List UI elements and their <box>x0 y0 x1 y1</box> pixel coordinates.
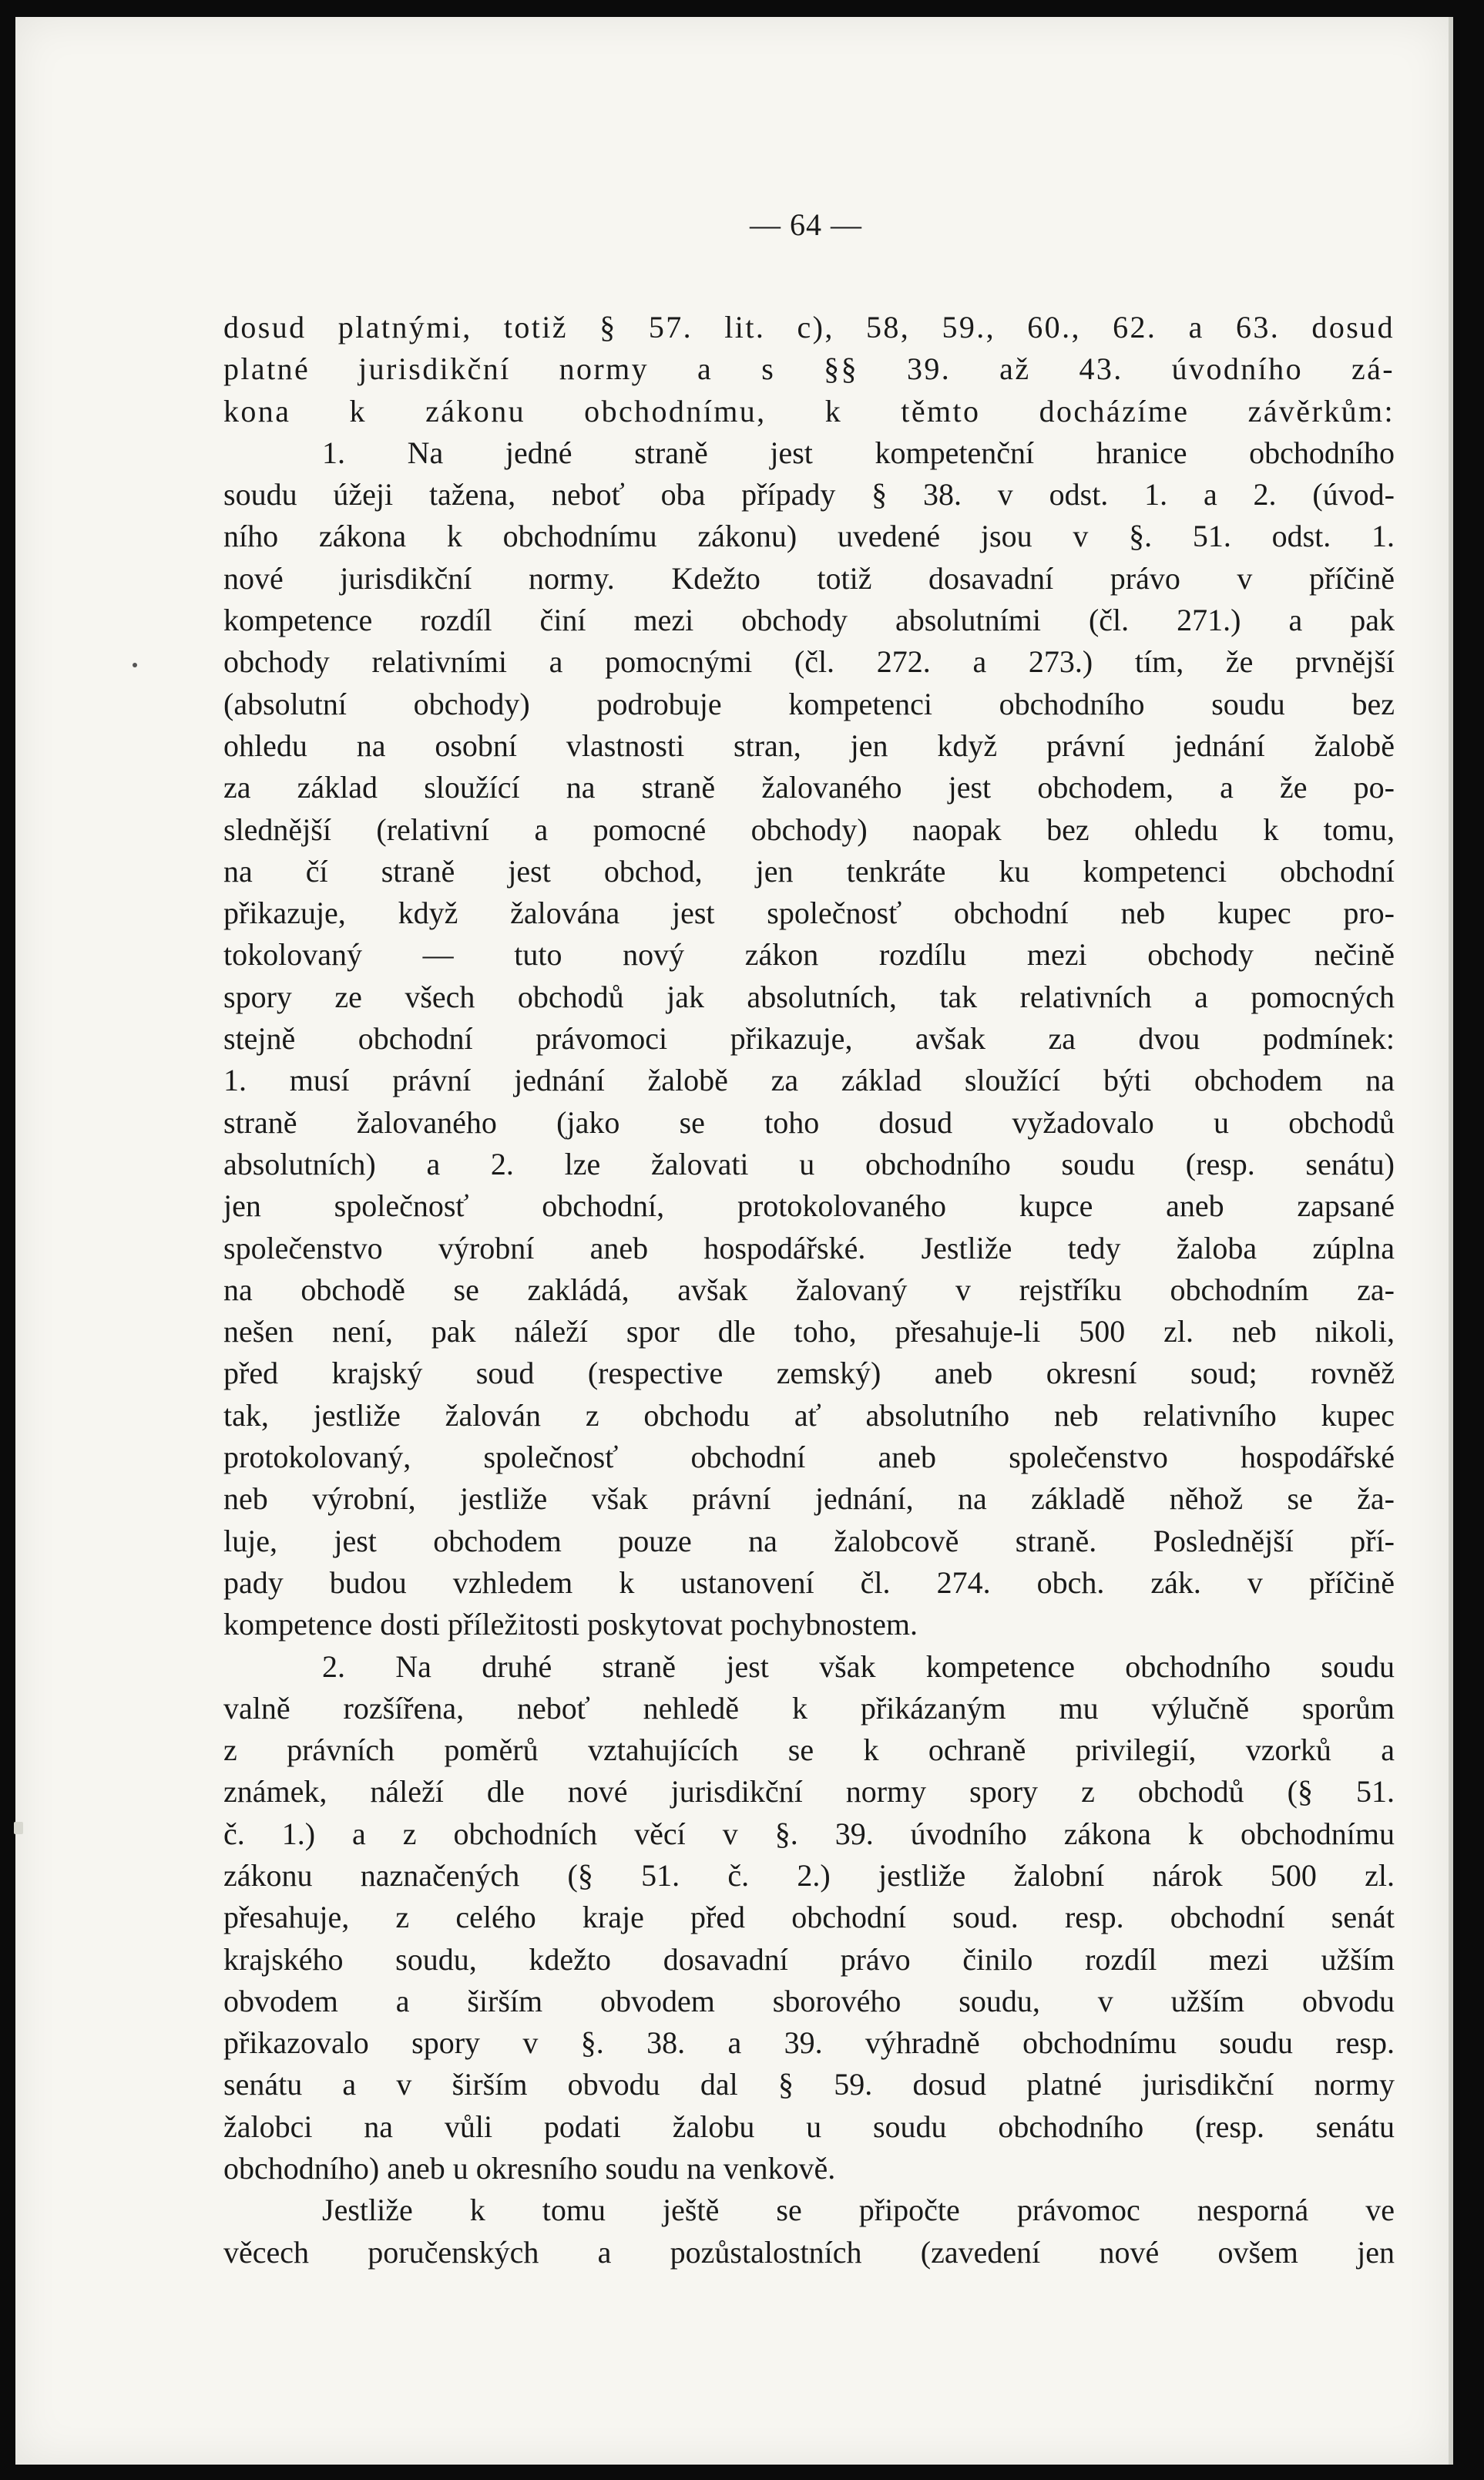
scan-mark <box>14 1822 23 1834</box>
text-line: obchodního) aneb u okresního soudu na venkově. <box>223 2151 836 2186</box>
text-line: 1. musí právní jednání žalobě za základ sloužící býti obchodem na <box>223 1063 1395 1098</box>
text-line: přikazovalo spory v §. 38. a 39. výhradně obchodnímu soudu resp. <box>223 2025 1395 2061</box>
text-line: nové jurisdikční normy. Kdežto totiž dosavadní právo v příčině <box>223 560 1395 596</box>
text-line: nešen není, pak náleží spor dle toho, přesahuje-li 500 zl. neb nikoli, <box>223 1314 1395 1349</box>
text-line: č. 1.) a z obchodních věcí v §. 39. úvodního zákona k obchodnímu <box>223 1816 1395 1851</box>
text-line: obchody relativními a pomocnými (čl. 272. a 273.) tím, že prvnější <box>223 644 1395 680</box>
text-line: zákonu naznačených (§ 51. č. 2.) jestliže žalobní nárok 500 zl. <box>223 1857 1395 1893</box>
text-line: na obchodě se zakládá, avšak žalovaný v rejstříku obchodním za- <box>223 1272 1395 1307</box>
text-line: na čí straně jest obchod, jen tenkráte ku kompetenci obchodní <box>223 853 1395 889</box>
text-line: senátu a v širším obvodu dal § 59. dosud platné jurisdikční normy <box>223 2067 1395 2102</box>
text-line: 2. Na druhé straně jest však kompetence obchodního soudu <box>322 1648 1395 1684</box>
text-line: spory ze všech obchodů jak absolutních, tak relativních a pomocných <box>223 979 1395 1014</box>
text-line: pady budou vzhledem k ustanovení čl. 274. obch. zák. v příčině <box>223 1564 1395 1600</box>
text-line: žalobci na vůli podati žalobu u soudu obchodního (resp. senátu <box>223 2109 1395 2144</box>
text-line: valně rozšířena, neboť nehledě k přikázaným mu výlučně sporům <box>223 1690 1395 1726</box>
text-line: kona k zákonu obchodnímu, k těmto docházíme závěrkům: <box>223 393 1395 428</box>
text-line: ního zákona k obchodnímu zákonu) uvedené jsou v §. 51. odst. 1. <box>223 519 1395 554</box>
text-line: protokolovaný, společnosť obchodní aneb společenstvo hospodářské <box>223 1440 1395 1475</box>
text-line: stejně obchodní právomoci přikazuje, avšak za dvou podmínek: <box>223 1021 1395 1057</box>
text-line: za základ sloužící na straně žalovaného jest obchodem, a že po- <box>223 770 1395 805</box>
text-line: straně žalovaného (jako se toho dosud vyžadovalo u obchodů <box>223 1104 1395 1140</box>
page-number: — 64 — <box>750 207 862 242</box>
text-line: tak, jestliže žalován z obchodu ať absolutního neb relativního kupec <box>223 1397 1395 1433</box>
text-line: absolutních) a 2. lze žalovati u obchodního soudu (resp. senátu) <box>223 1146 1395 1181</box>
page-edge <box>1449 17 1453 2465</box>
body-text <box>223 307 1395 2273</box>
text-line: dosud platnými, totiž § 57. lit. c), 58, 59., 60., 62. a 63. dosud <box>223 310 1395 344</box>
text-line: Jestliže k tomu ještě se připočte právomoc nesporná ve <box>322 2193 1395 2228</box>
text-line: 1. Na jedné straně jest kompetenční hranice obchodního <box>322 435 1395 470</box>
text-line: společenstvo výrobní aneb hospodářské. Jestliže tedy žaloba zúplna <box>223 1230 1395 1265</box>
text-line: luje, jest obchodem pouze na žalobcově straně. Poslednější pří- <box>223 1523 1395 1558</box>
text-line: známek, náleží dle nové jurisdikční normy spory z obchodů (§ 51. <box>223 1774 1395 1810</box>
text-line: přesahuje, z celého kraje před obchodní soud. resp. obchodní senát <box>223 1900 1395 1935</box>
text-line: kompetence dosti příležitosti poskytovat pochybnostem. <box>223 1607 918 1642</box>
text-line: (absolutní obchody) podrobuje kompetenci obchodního soudu bez <box>223 686 1395 721</box>
text-line: přikazuje, když žalována jest společnosť obchodní neb kupec pro- <box>223 896 1395 931</box>
text-line: jen společnosť obchodní, protokolovaného kupce aneb zapsané <box>223 1188 1395 1224</box>
text-line: ohledu na osobní vlastnosti stran, jen když právní jednání žalobě <box>223 728 1395 763</box>
text-line: neb výrobní, jestliže však právní jednání, na základě něhož se ža- <box>223 1481 1395 1517</box>
text-line: tokolovaný — tuto nový zákon rozdílu mezi obchody nečině <box>223 937 1395 973</box>
text-line: kompetence rozdíl činí mezi obchody absolutními (čl. 271.) a pak <box>223 603 1395 638</box>
text-line: obvodem a širším obvodem sborového soudu, v užším obvodu <box>223 1983 1395 2018</box>
text-line: před krajský soud (respective zemský) aneb okresní soud; rovněž <box>223 1356 1395 1391</box>
text-line: z právních poměrů vztahujících se k ochraně privilegií, vzorků a <box>223 1732 1395 1768</box>
text-line: věcech poručenských a pozůstalostních (zavedení nové ovšem jen <box>223 2234 1395 2270</box>
text-line: krajského soudu, kdežto dosavadní právo činilo rozdíl mezi užším <box>223 1941 1395 1977</box>
text-line: soudu úžeji tažena, neboť oba případy § 38. v odst. 1. a 2. (úvod- <box>223 477 1395 512</box>
scan-speck <box>133 663 137 667</box>
text-line: slednější (relativní a pomocné obchody) naopak bez ohledu k tomu, <box>223 812 1395 847</box>
text-line: platné jurisdikční normy a s §§ 39. až 43. úvodního zá- <box>223 351 1395 387</box>
